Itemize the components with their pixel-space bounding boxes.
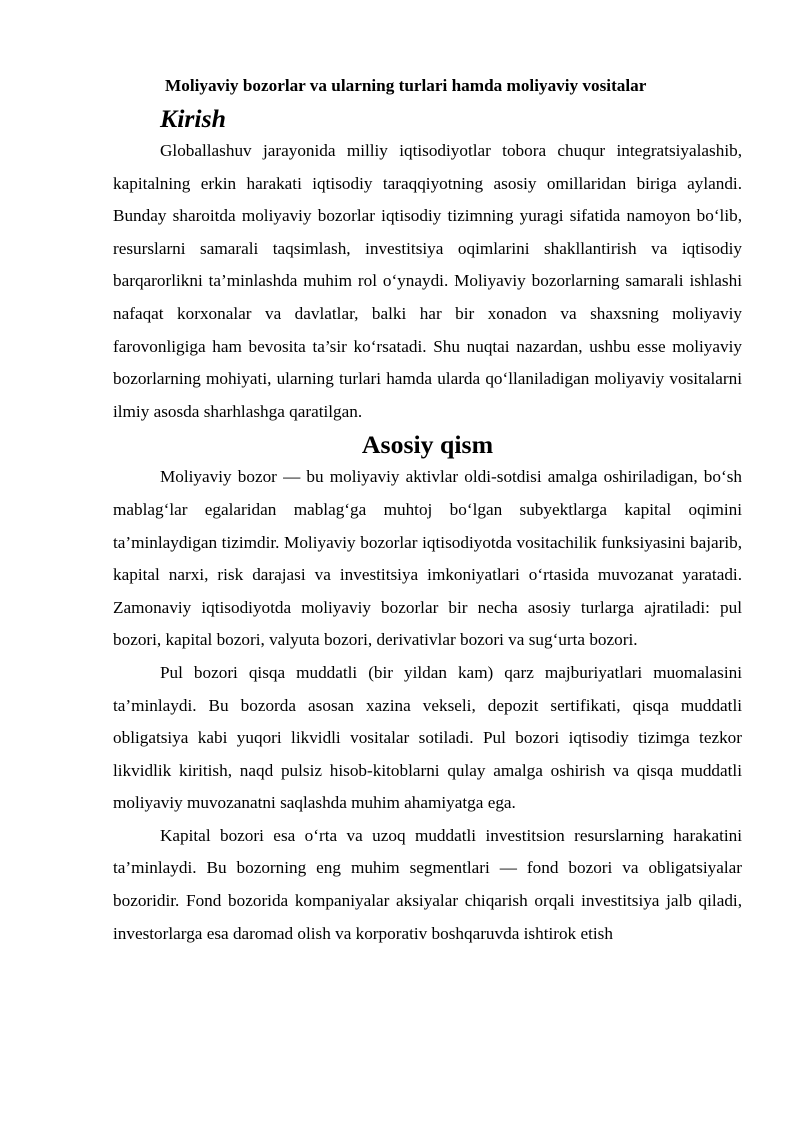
intro-paragraph: Globallashuv jarayonida milliy iqtisodiyotlar tobora chuqur integratsiyalashib, kapitalning erkin harakati iqtisodiy taraqqiyotning asosiy omillaridan biriga aylandi. Bunday sharoitda moliyaviy bozorlar iqtisodiy tizimning yuragi sifatida namoyon bo‘lib, resurslarni samarali taqsimlash, investitsiya oqimlarini shakllantirish va iqtisodiy barqarorlikni ta’minlashda muhim rol o‘ynaydi. Moliyaviy bozorlarning samarali ishlashi nafaqat korxonalar va davlatlar, balki har bir xonadon va shaxsning moliyaviy farovonligiga ham bevosita ta’sir ko‘rsatadi. Shu nuqtai nazardan, ushbu esse moliyaviy bozorlarning mohiyati, ularning turlari hamda ularda qo‘llaniladigan moliyaviy vositalarni ilmiy asosda sharhlashga qaratilgan. bbox=[113, 141, 742, 421]
main-heading: Asosiy qism bbox=[361, 430, 494, 460]
main-paragraph-1: Moliyaviy bozor — bu moliyaviy aktivlar oldi-sotdisi amalga oshiriladigan, bo‘sh mablag‘lar egalaridan mablag‘ga muhtoj bo‘lgan subyektlarga kapital oqimini ta’minlaydigan tizimdir. Moliyaviy bozorlar iqtisodiyotda vositachilik funksiyasini bajarib, kapital narxi, risk darajasi va investitsiya imkoniyatlari o‘rtasida muvozanat yaratadi. Zamonaviy iqtisodiyotda moliyaviy bozorlar bir necha asosiy turlarga ajratiladi: pul bozori, kapital bozori, valyuta bozori, derivativlar bozori va sug‘urta bozori. bbox=[113, 467, 742, 650]
main-paragraph-2: Pul bozori qisqa muddatli (bir yildan kam) qarz majburiyatlari muomalasini ta’minlaydi. Bu bozorda asosan xazina vekseli, depozit sertifikati, qisqa muddatli obligatsiya kabi yuqori likvidli vositalar sotiladi. Pul bozori iqtisodiy tizimga tezkor likvidlik kiritish, naqd pulsiz hisob-kitoblarni qulay amalga oshirish va qisqa muddatli moliyaviy muvozanatni saqlashda muhim ahamiyatga ega. bbox=[113, 662, 742, 813]
intro-heading: Kirish bbox=[160, 104, 226, 133]
main-paragraph-3: Kapital bozori esa o‘rta va uzoq muddatli investitsion resurslarning harakatini ta’minlaydi. Bu bozorning eng muhim segmentlari — fond bozori va obligatsiyalar bozoridir. Fond bozorida kompaniyalar aksiyalar chiqarish orqali investitsiya jalb qiladi, investorlarga esa daromad olish va korporativ boshqaruvda ishtirok etish bbox=[113, 825, 742, 943]
document-title: Moliyaviy bozorlar va ularning turlari hamda moliyaviy vositalar bbox=[165, 76, 647, 95]
document-body bbox=[113, 69, 742, 950]
